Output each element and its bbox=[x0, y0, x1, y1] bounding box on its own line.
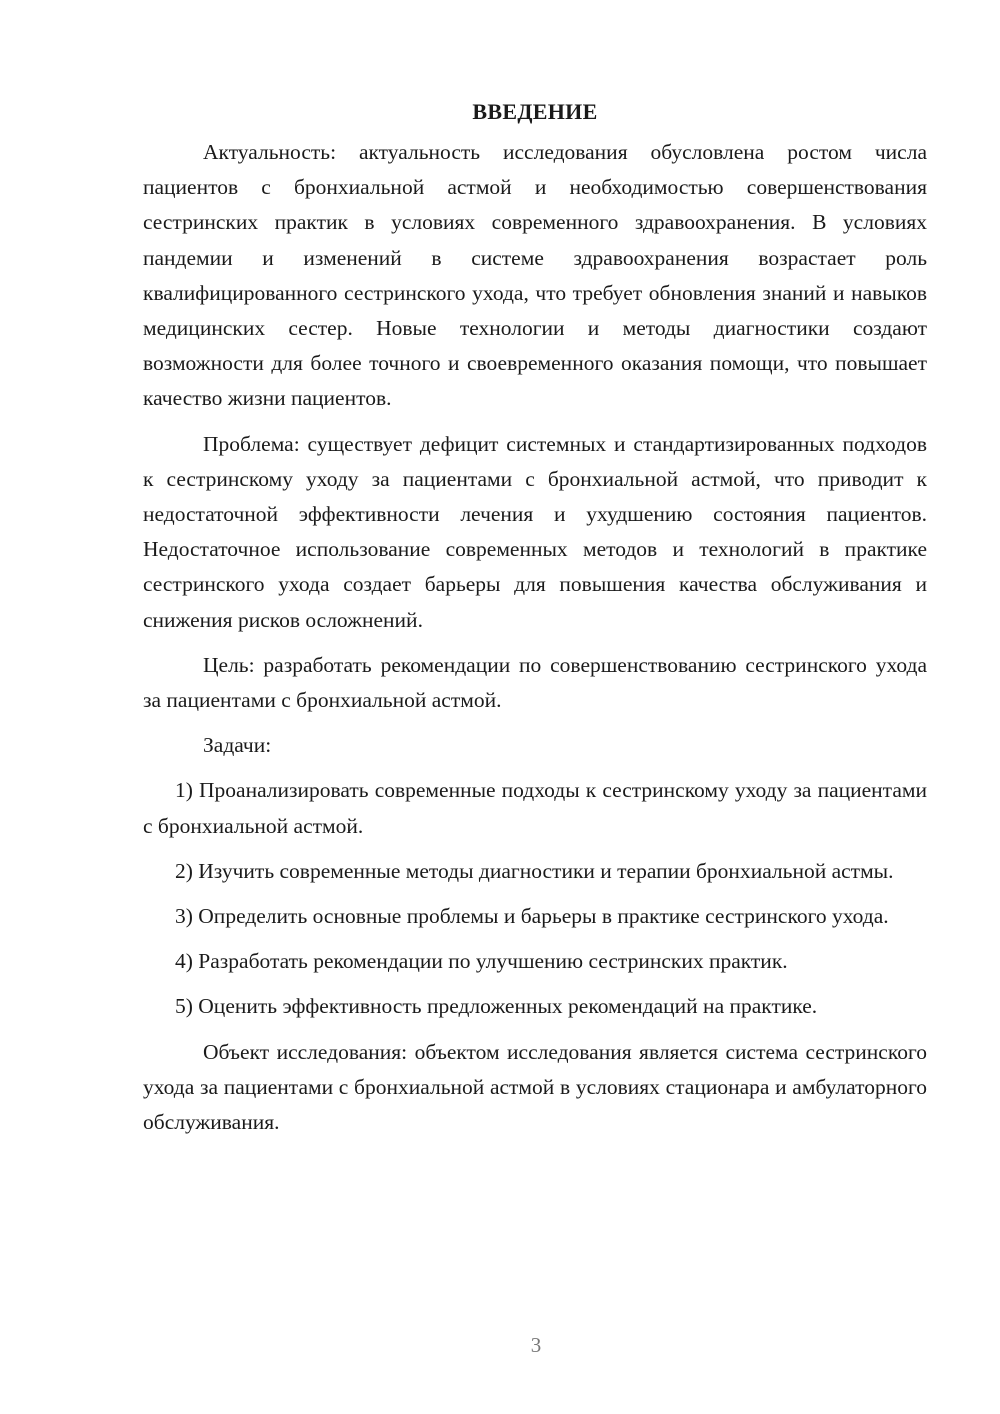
task-item-1: 1) Проанализировать современные подходы к сестринскому уходу за пациентами с бронхиальной астмой. bbox=[143, 778, 927, 838]
document-body bbox=[143, 94, 927, 1150]
tasks-label: Задачи: bbox=[203, 733, 272, 758]
page-title: ВВЕДЕНИЕ bbox=[472, 99, 598, 124]
task-item-2: 2) Изучить современные методы диагностики и терапии бронхиальной астмы. bbox=[175, 858, 894, 883]
paragraph-goal: Цель: разработать рекомендации по совершенствованию сестринского ухода за пациентами с бронхиальной астмой. bbox=[143, 652, 927, 713]
task-item-3: 3) Определить основные проблемы и барьеры в практике сестринского ухода. bbox=[175, 904, 889, 929]
paragraph-relevance: Актуальность: актуальность исследования обусловлена ростом числа пациентов с бронхиальной астмой и необходимостью совершенствования сестринских практик в условиях современного здравоохранения. В условиях пандемии и изменений в системе здравоохранения возрастает роль квалифицированного сестринского ухода, что требует обновления знаний и навыков медицинских сестер. Новые технологии и методы диагностики создают возможности для более точного и своевременного оказания помощи, что повышает качество жизни пациентов. bbox=[143, 140, 927, 411]
page-number: 3 bbox=[530, 1333, 542, 1357]
task-item-4: 4) Разработать рекомендации по улучшению сестринских практик. bbox=[175, 949, 788, 974]
task-item-5: 5) Оценить эффективность предложенных рекомендаций на практике. bbox=[175, 994, 818, 1019]
paragraph-object: Объект исследования: объектом исследования является система сестринского ухода за пациентами с бронхиальной астмой в условиях стационара и амбулаторного обслуживания. bbox=[143, 1039, 927, 1135]
paragraph-problem: Проблема: существует дефицит системных и стандартизированных подходов к сестринскому уходу за пациентами с бронхиальной астмой, что приводит к недостаточной эффективности лечения и ухудшению состояния пациентов. Недостаточное использование современных методов и технологий в практике сестринского ухода создает барьеры для повышения качества обслуживания и снижения рисков осложнений. bbox=[143, 431, 927, 632]
